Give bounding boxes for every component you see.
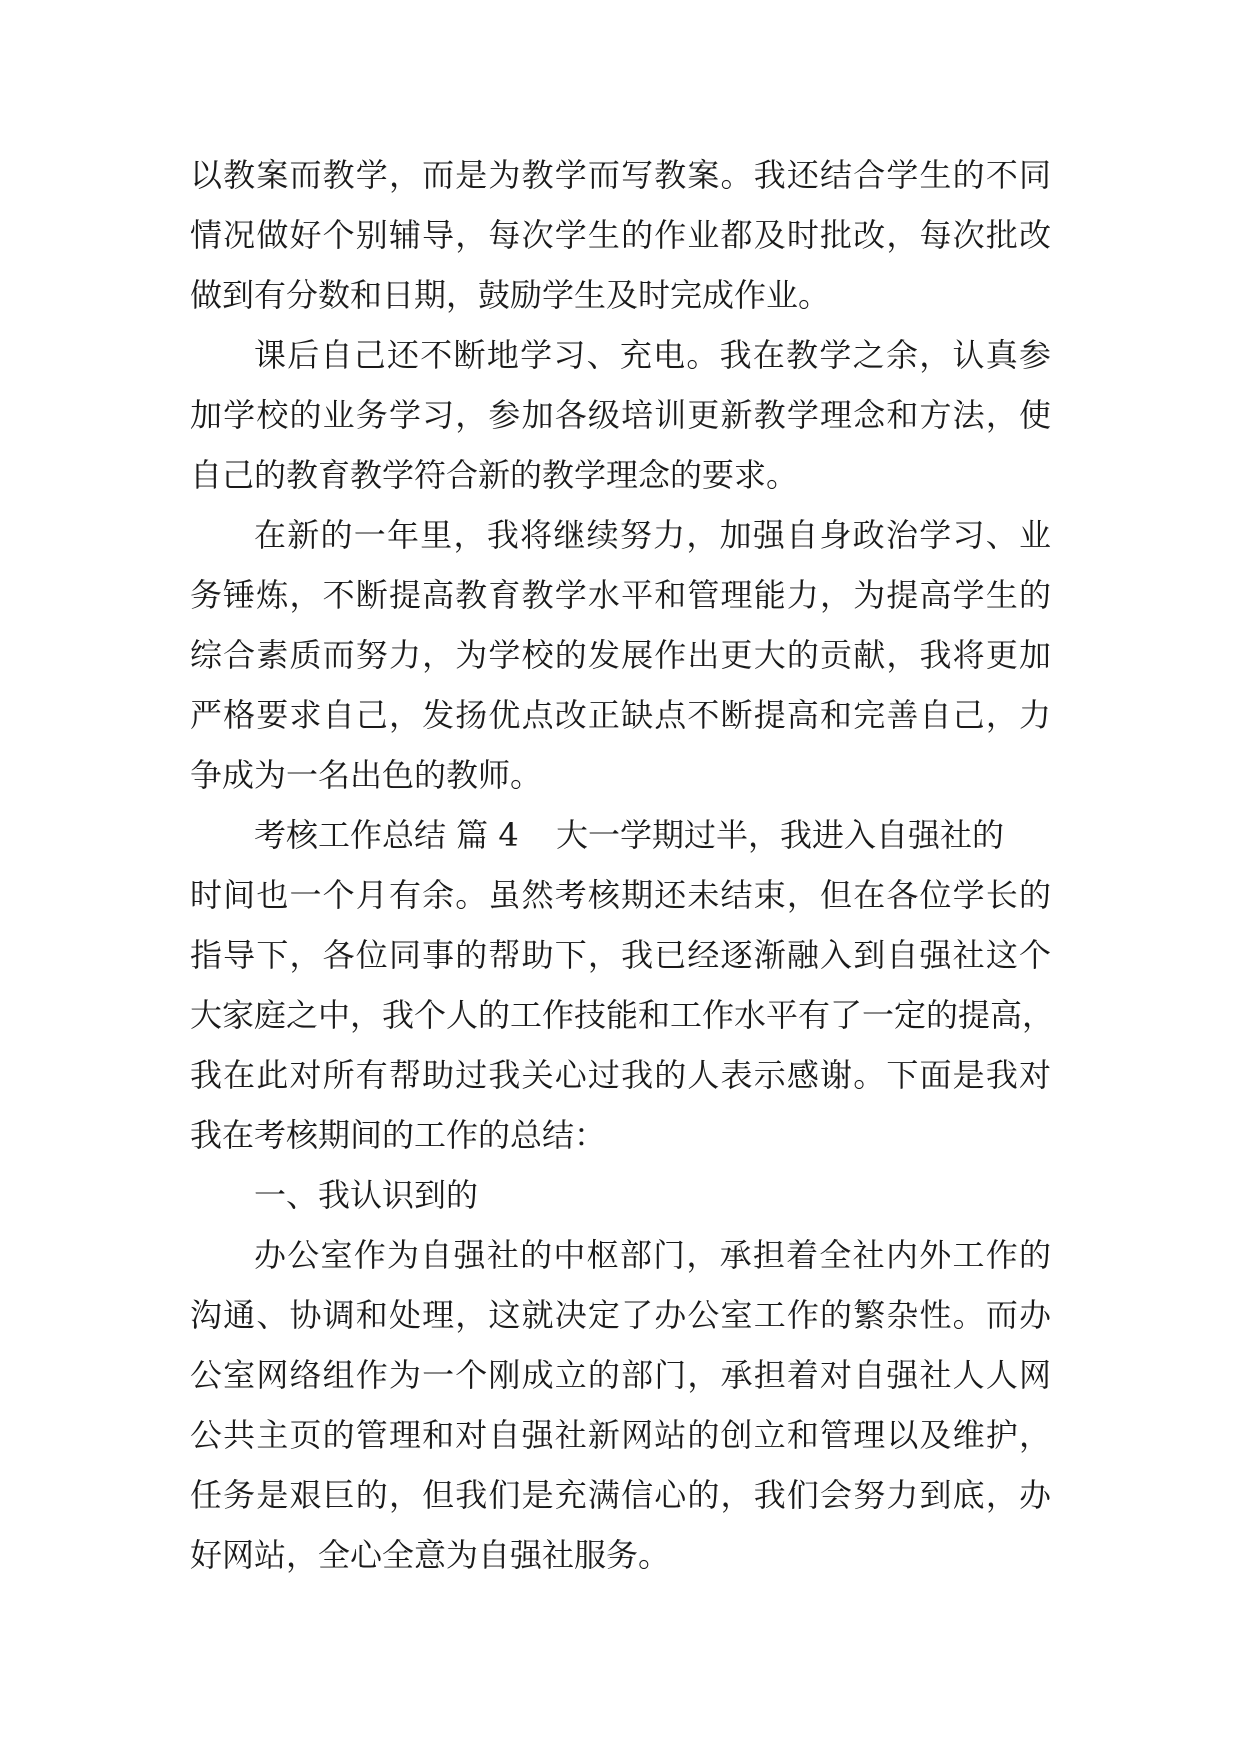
paragraph-line: 情况做好个别辅导，每次学生的作业都及时批改，每次批改 (190, 216, 1051, 254)
paragraph-line: 综合素质而努力，为学校的发展作出更大的贡献，我将更加 (190, 636, 1051, 674)
section-heading: 一、我认识到的 (254, 1176, 479, 1214)
paragraph-line: 严格要求自己，发扬优点改正缺点不断提高和完善自己，力 (190, 696, 1051, 734)
paragraph-line: 公共主页的管理和对自强社新网站的创立和管理以及维护， (190, 1416, 1051, 1454)
paragraph-line: 指导下，各位同事的帮助下，我已经逐渐融入到自强社这个 (190, 936, 1051, 974)
paragraph-line: 任务是艰巨的，但我们是充满信心的，我们会努力到底，办 (190, 1476, 1051, 1514)
paragraph-line: 自己的教育教学符合新的教学理念的要求。 (190, 456, 799, 494)
paragraph-line: 好网站，全心全意为自强社服务。 (190, 1536, 671, 1574)
section-title: 考核工作总结 篇 4 (254, 816, 519, 854)
paragraph-line: 办公室作为自强社的中枢部门，承担着全社内外工作的 (254, 1236, 1051, 1274)
paragraph-line: 课后自己还不断地学习、充电。我在教学之余，认真参 (254, 336, 1051, 374)
paragraph-line: 以教案而教学，而是为教学而写教案。我还结合学生的不同 (190, 156, 1051, 194)
paragraph-line: 我在考核期间的工作的总结： (190, 1116, 607, 1154)
paragraph-text: 大一学期过半，我进入自强社的 (556, 816, 1005, 854)
paragraph-line: 在新的一年里，我将继续努力，加强自身政治学习、业 (254, 516, 1051, 554)
paragraph-line: 大家庭之中，我个人的工作技能和工作水平有了一定的提高， (190, 996, 1055, 1034)
paragraph-line: 我在此对所有帮助过我关心过我的人表示感谢。下面是我对 (190, 1056, 1051, 1094)
paragraph-line: 公室网络组作为一个刚成立的部门，承担着对自强社人人网 (190, 1356, 1051, 1394)
paragraph-line: 做到有分数和日期，鼓励学生及时完成作业。 (190, 276, 831, 314)
paragraph-line: 争成为一名出色的教师。 (190, 756, 543, 794)
paragraph-line: 务锤炼，不断提高教育教学水平和管理能力，为提高学生的 (190, 576, 1051, 614)
paragraph-line: 沟通、协调和处理，这就决定了办公室工作的繁杂性。而办 (190, 1296, 1051, 1334)
paragraph-line: 时间也一个月有余。虽然考核期还未结束，但在各位学长的 (190, 876, 1051, 914)
paragraph-line (254, 810, 1051, 860)
paragraph-line: 加学校的业务学习，参加各级培训更新教学理念和方法，使 (190, 396, 1051, 434)
